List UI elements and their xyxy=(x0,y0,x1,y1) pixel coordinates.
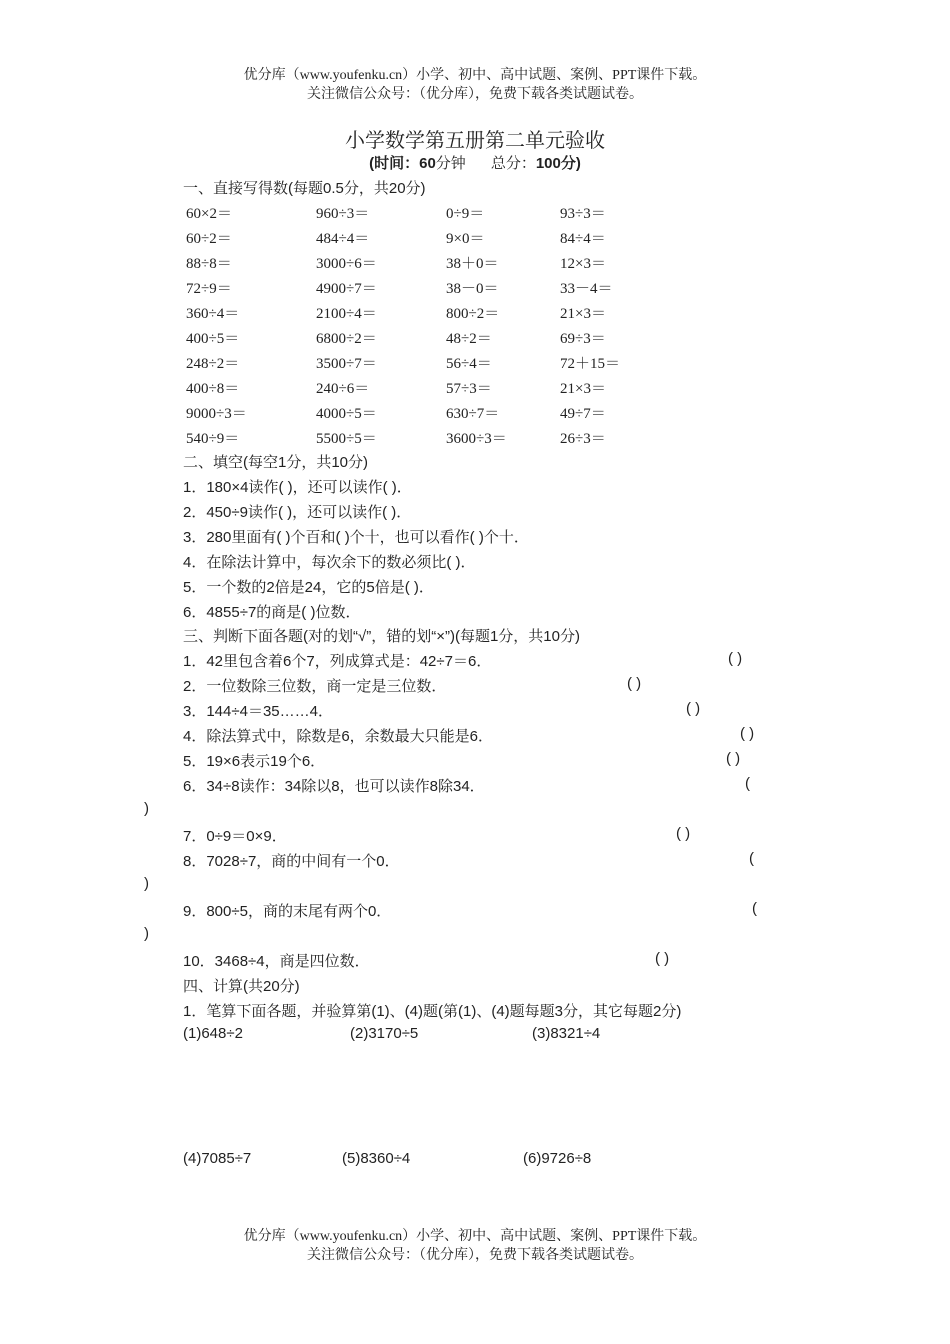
mental-math-problem: 88÷8＝ xyxy=(186,256,232,272)
mental-math-problem: 4000÷5＝ xyxy=(316,406,377,422)
mental-math-problem: 5500÷5＝ xyxy=(316,431,377,447)
mental-math-problem: 484÷4＝ xyxy=(316,231,370,247)
mental-math-problem: 9000÷3＝ xyxy=(186,406,247,422)
fill-blank-item: 1．180×4读作( )，还可以读作( )． xyxy=(183,479,412,496)
mental-math-problem: 60÷2＝ xyxy=(186,231,232,247)
judge-answer-paren: ( xyxy=(749,850,754,867)
mental-math-problem: 960÷3＝ xyxy=(316,206,370,222)
mental-math-problem: 400÷5＝ xyxy=(186,331,240,347)
mental-math-problem: 2100÷4＝ xyxy=(316,306,377,322)
subtitle-total-label: 总分： xyxy=(490,155,536,172)
judge-item-text: 7．0÷9＝0×9． xyxy=(183,828,287,845)
judge-answer-paren: ( ) xyxy=(728,650,743,667)
judge-item-text: 1．42里包含着6个7，列成算式是：42÷7＝6． xyxy=(183,653,492,670)
judge-item-text: 3．144÷4＝35……4． xyxy=(183,703,333,720)
mental-math-problem: 3000÷6＝ xyxy=(316,256,377,272)
calc-problem: (2)3170÷5 xyxy=(350,1025,419,1042)
mental-math-problem: 400÷8＝ xyxy=(186,381,240,397)
judge-answer-paren: ( ) xyxy=(627,675,642,692)
judge-item-text: 5．19×6表示19个6． xyxy=(183,753,326,770)
mental-math-problem: 38－0＝ xyxy=(446,281,499,297)
judge-item-text: 6．34÷8读作：34除以8，也可以读作8除34． xyxy=(183,778,485,795)
subtitle-time: 60 xyxy=(419,155,436,172)
mental-math-problem: 93÷3＝ xyxy=(560,206,606,222)
mental-math-problem: 57÷3＝ xyxy=(446,381,492,397)
mental-math-problem: 48÷2＝ xyxy=(446,331,492,347)
mental-math-problem: 33－4＝ xyxy=(560,281,613,297)
mental-math-problem: 56÷4＝ xyxy=(446,356,492,372)
fill-blank-item: 3．280里面有( )个百和( )个十，也可以看作( )个十． xyxy=(183,529,529,546)
mental-math-problem: 60×2＝ xyxy=(186,206,232,222)
subtitle-time-unit: 分钟 xyxy=(435,155,466,172)
mental-math-problem: 38＋0＝ xyxy=(446,256,499,272)
footer-line-2: 关注微信公众号：（优分库），免费下载各类试题试卷。 xyxy=(307,1248,643,1263)
judge-answer-paren: ( xyxy=(745,775,750,792)
footer-line-1: 优分库（www.youfenku.cn）小学、初中、高中试题、案例、PPT课件下载。 xyxy=(243,1229,707,1244)
header-line-1: 优分库（www.youfenku.cn）小学、初中、高中试题、案例、PPT课件下载。 xyxy=(243,68,707,83)
subtitle-close: 分) xyxy=(560,155,581,172)
judge-answer-paren-close: ) xyxy=(144,875,149,892)
judge-answer-paren: ( ) xyxy=(655,950,670,967)
subtitle-total: 100 xyxy=(535,155,561,172)
judge-item-text: 4．除法算式中，除数是6，余数最大只能是6． xyxy=(183,728,494,745)
judge-answer-paren: ( ) xyxy=(676,825,691,842)
subtitle-open: (时间： xyxy=(369,155,420,172)
fill-blank-item: 4．在除法计算中，每次余下的数必须比( )． xyxy=(183,554,476,571)
fill-blank-item: 2．450÷9读作( )，还可以读作( )． xyxy=(183,504,412,521)
judge-answer-paren: ( ) xyxy=(726,750,741,767)
fill-blank-item: 6．4855÷7的商是( )位数． xyxy=(183,604,361,621)
mental-math-problem: 4900÷7＝ xyxy=(316,281,377,297)
mental-math-problem: 21×3＝ xyxy=(560,381,606,397)
mental-math-problem: 540÷9＝ xyxy=(186,431,240,447)
page-title: 小学数学第五册第二单元验收 xyxy=(345,130,605,152)
calc-problem: (4)7085÷7 xyxy=(183,1150,252,1167)
mental-math-problem: 69÷3＝ xyxy=(560,331,606,347)
judge-item-text: 9．800÷5，商的末尾有两个0． xyxy=(183,903,392,920)
mental-math-problem: 360÷4＝ xyxy=(186,306,240,322)
header-line-2: 关注微信公众号：（优分库），免费下载各类试题试卷。 xyxy=(307,87,643,102)
section-2-heading: 二、填空(每空1分，共10分) xyxy=(183,454,369,471)
judge-item-text: 8．7028÷7，商的中间有一个0． xyxy=(183,853,400,870)
calc-problem: (5)8360÷4 xyxy=(342,1150,411,1167)
section-4-heading: 四、计算(共20分) xyxy=(183,978,300,995)
judge-item-text: 2．一位数除三位数，商一定是三位数． xyxy=(183,678,447,695)
mental-math-problem: 3500÷7＝ xyxy=(316,356,377,372)
judge-item-text: 10．3468÷4，商是四位数． xyxy=(183,953,370,970)
judge-answer-paren: ( ) xyxy=(740,725,755,742)
mental-math-problem: 72÷9＝ xyxy=(186,281,232,297)
judge-answer-paren: ( ) xyxy=(686,700,701,717)
calc-problem: (6)9726÷8 xyxy=(523,1150,592,1167)
exam-subtitle xyxy=(0,152,950,173)
section-3-heading: 三、判断下面各题(对的划“√”，错的划“×”)(每题1分，共10分) xyxy=(183,628,580,645)
calc-instruction: 1．笔算下面各题，并验算第(1)、(4)题(第(1)、(4)题每题3分，其它每题2分) xyxy=(183,1003,682,1020)
mental-math-problem: 6800÷2＝ xyxy=(316,331,377,347)
judge-answer-paren: ( xyxy=(752,900,757,917)
mental-math-problem: 12×3＝ xyxy=(560,256,606,272)
judge-answer-paren-close: ) xyxy=(144,800,149,817)
mental-math-problem: 630÷7＝ xyxy=(446,406,500,422)
fill-blank-item: 5．一个数的2倍是24，它的5倍是( )． xyxy=(183,579,434,596)
mental-math-problem: 21×3＝ xyxy=(560,306,606,322)
mental-math-problem: 248÷2＝ xyxy=(186,356,240,372)
calc-problem: (1)648÷2 xyxy=(183,1025,243,1042)
mental-math-problem: 9×0＝ xyxy=(446,231,485,247)
mental-math-problem: 49÷7＝ xyxy=(560,406,606,422)
judge-answer-paren-close: ) xyxy=(144,925,149,942)
mental-math-problem: 800÷2＝ xyxy=(446,306,500,322)
mental-math-problem: 26÷3＝ xyxy=(560,431,606,447)
mental-math-problem: 0÷9＝ xyxy=(446,206,485,222)
mental-math-problem: 3600÷3＝ xyxy=(446,431,507,447)
mental-math-problem: 240÷6＝ xyxy=(316,381,370,397)
calc-problem: (3)8321÷4 xyxy=(532,1025,601,1042)
mental-math-problem: 84÷4＝ xyxy=(560,231,606,247)
section-1-heading: 一、直接写得数(每题0.5分，共20分) xyxy=(183,180,426,197)
mental-math-problem: 72＋15＝ xyxy=(560,356,621,372)
